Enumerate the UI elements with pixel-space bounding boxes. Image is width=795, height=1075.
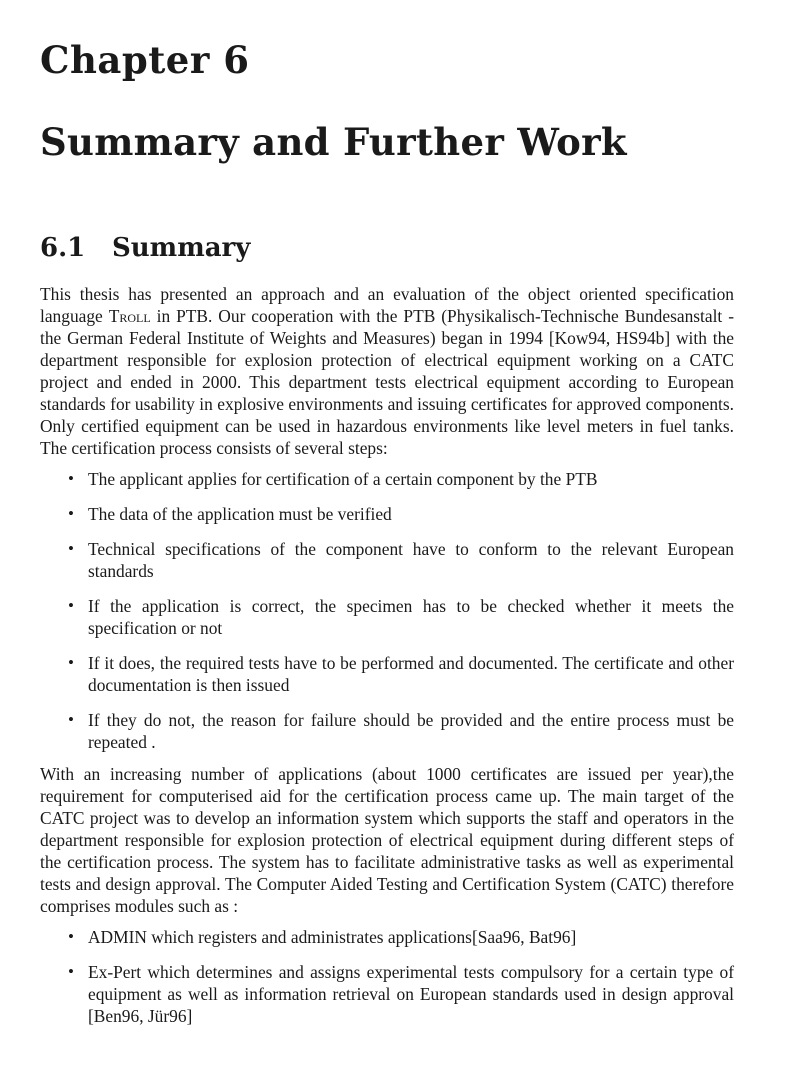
chapter-label: Chapter 6	[40, 38, 250, 82]
section-heading	[40, 233, 250, 263]
list-item	[40, 538, 734, 582]
list-item	[40, 652, 734, 696]
list-item-text: The applicant applies for certification of a certain component by the PTB	[88, 469, 598, 489]
bullet-icon: •	[68, 469, 74, 488]
list-item	[40, 961, 734, 1027]
list-item	[40, 595, 734, 639]
section-title: Summary	[112, 233, 251, 263]
troll-language-name: Troll	[108, 306, 151, 326]
body-text	[40, 283, 734, 1037]
list-item-text: If they do not, the reason for failure should be provided and the entire process must be repeated .	[88, 710, 734, 752]
list-item	[40, 709, 734, 753]
catc-modules-list	[40, 926, 734, 1027]
bullet-icon: •	[68, 539, 74, 558]
list-item	[40, 926, 734, 948]
list-item	[40, 503, 734, 525]
list-item	[40, 468, 734, 490]
list-item-text: If it does, the required tests have to be performed and documented. The certificate and other documentation is then issued	[88, 653, 734, 695]
intro-paragraph	[40, 283, 734, 459]
list-item-text: Technical specifications of the component have to conform to the relevant European standards	[88, 539, 734, 581]
bullet-icon: •	[68, 653, 74, 672]
intro-text-end: in PTB. Our cooperation with the PTB (Physikalisch-Technische Bundesanstalt - the German Federal Institute of Weights and Measures) began in 1994 [Kow94, HS94b] with the department responsible for explosion protection of electrical equipment working on a CATC project and ended in 2000. This department tests electrical equipment according to European standards for usability in explosive environments and issuing certificates for approved components. Only certified equipment can be used in hazardous environments like level meters in fuel tanks. The certification process consists of several steps:	[40, 306, 734, 458]
bullet-icon: •	[68, 596, 74, 615]
bullet-icon: •	[68, 962, 74, 981]
catc-paragraph: With an increasing number of applications (about 1000 certificates are issued per year),the requirement for computerised aid for the certification process came up. The main target of the CATC project was to develop an information system which supports the staff and operators in the department responsible for explosion protection of electrical equipment during different steps of the certification process. The system has to facilitate administrative tasks as well as experimental tests and design approval. The Computer Aided Testing and Certification System (CATC) therefore comprises modules such as :	[40, 764, 734, 916]
bullet-icon: •	[68, 710, 74, 729]
bullet-icon: •	[68, 504, 74, 523]
section-number: 6.1	[40, 233, 86, 263]
list-item-text: The data of the application must be verified	[88, 504, 392, 524]
list-item-text: If the application is correct, the specimen has to be checked whether it meets the specification or not	[88, 596, 734, 638]
list-item-text: Ex-Pert which determines and assigns experimental tests compulsory for a certain type of equipment as well as information retrieval on European standards used in design approval [Ben96, Jür96]	[88, 962, 734, 1026]
intro-text-start: This thesis has presented an approach and an evaluation of the object oriented specification language	[40, 284, 734, 326]
bullet-icon: •	[68, 927, 74, 946]
list-item-text: ADMIN which registers and administrates applications[Saa96, Bat96]	[88, 927, 577, 947]
certification-steps-list	[40, 468, 734, 753]
chapter-title: Summary and Further Work	[40, 120, 627, 164]
